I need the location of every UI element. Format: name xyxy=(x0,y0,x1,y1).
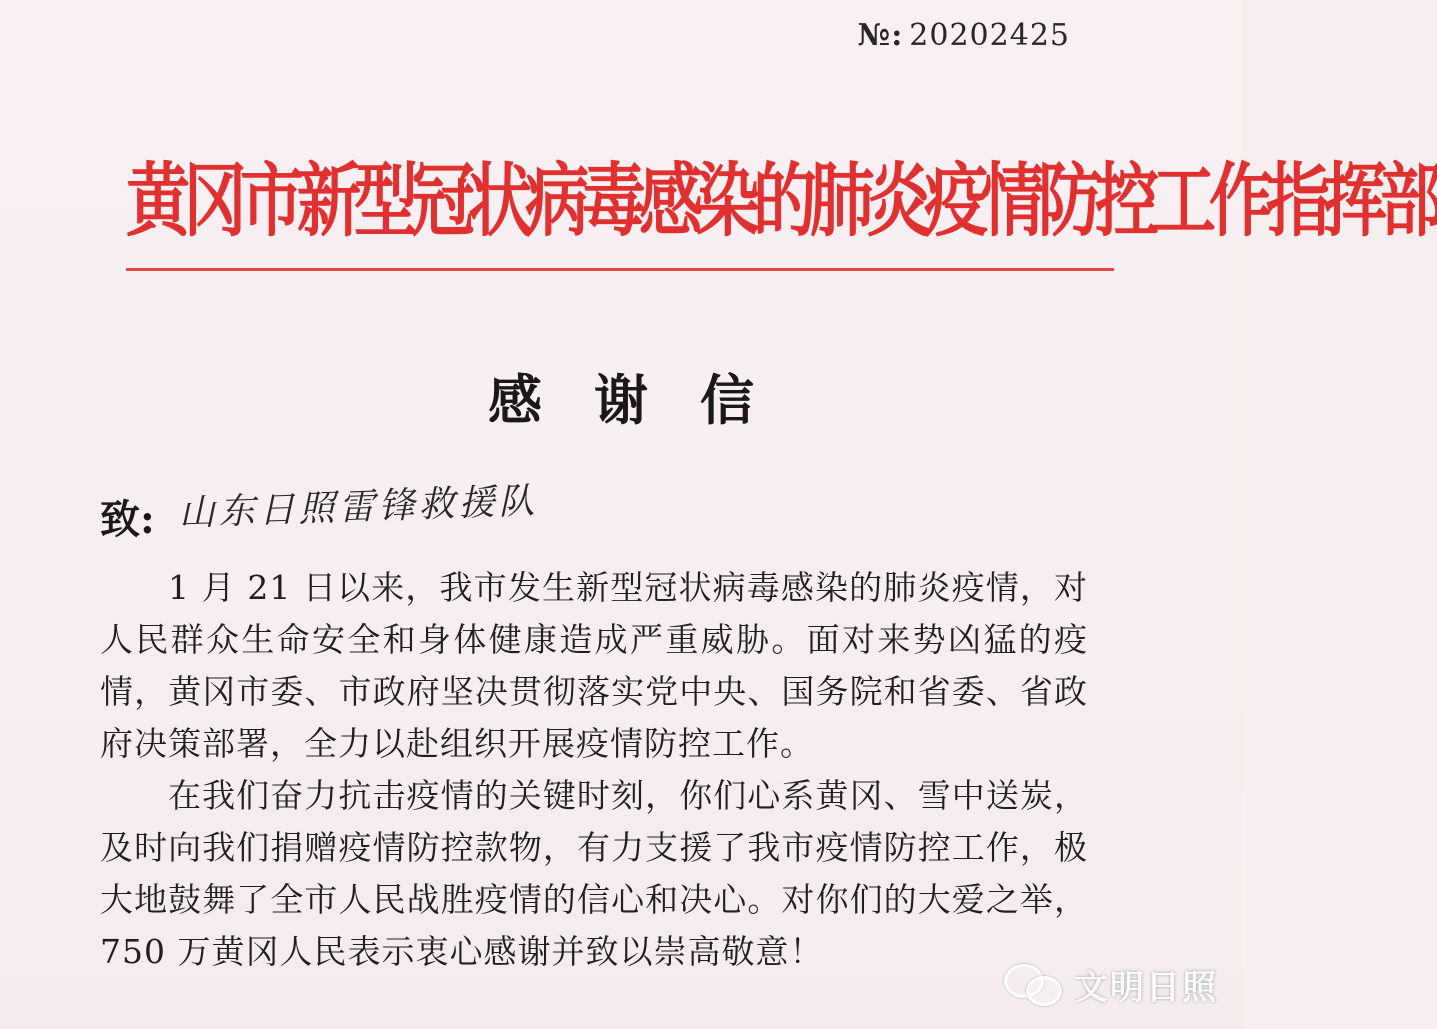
letter-title: 感谢信 xyxy=(488,368,806,432)
recipient-line xyxy=(100,480,540,545)
body-paragraph-2: 在我们奋力抗击疫情的关键时刻，你们心系黄冈、雪中送炭，及时向我们捐赠疫情防控款物，有力支援了我市疫情防控工作，极大地鼓舞了全市人民战胜疫情的信心和决心。对你们的大爱之举，750 万黄冈人民表示衷心感谢并致以崇高敬意！ xyxy=(100,776,1088,971)
document-number xyxy=(858,18,1070,53)
document-number-value: 20202425 xyxy=(909,18,1070,53)
watermark xyxy=(1002,960,1218,1009)
recipient-name-handwritten: 山东日照雷锋救援队 xyxy=(177,480,540,535)
document-number-label: №: xyxy=(857,18,904,53)
recipient-label: 致: xyxy=(100,496,155,543)
body-paragraph-1: 1 月 21 日以来，我市发生新型冠状病毒感染的肺炎疫情，对人民群众生命安全和身体健康造成严重威胁。面对来势凶猛的疫情，黄冈市委、市政府坚决贯彻落实党中央、国务院和省委、省政府决策部署，全力以赴组织开展疫情防控工作。 xyxy=(100,568,1088,763)
watermark-text: 文明日照 xyxy=(1074,968,1218,1008)
header-divider xyxy=(126,268,1114,271)
issuer-header: 黄冈市新型冠状病毒感染的肺炎疫情防控工作指挥部 xyxy=(126,154,1437,249)
wechat-icon xyxy=(1002,962,1064,1008)
letter-body xyxy=(100,562,1088,978)
